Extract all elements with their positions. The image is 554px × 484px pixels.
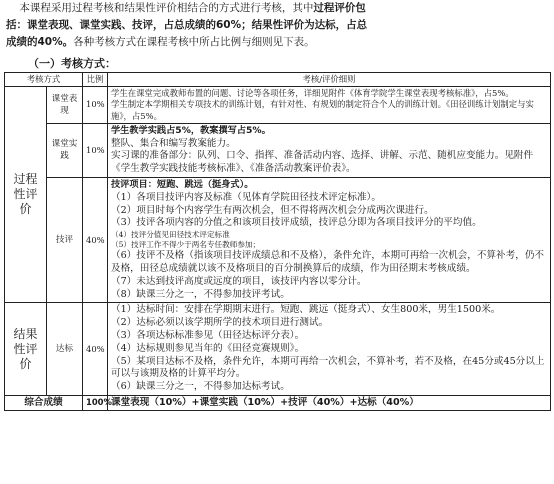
detail-bold-line: 技评项目：短跑、跳远（挺身式）。 bbox=[111, 179, 254, 190]
section-title: （一）考核方式： bbox=[28, 57, 116, 70]
detail-line: （5）某项目达标不及格，条件允许，本期可再给一次机会，不算补考，若不及格，在45分或45分以上可以与该期及格的计算平均分。 bbox=[111, 355, 545, 380]
detail-line: 学生制定本学期相关专项技术的训练计划，有针对性、有规划的制定符合个人的训练计划。《田径训练计划制定与实施》，占5%。 bbox=[111, 99, 534, 121]
intro-line3-bold: 成绩的40%。 bbox=[6, 36, 74, 48]
detail-bold-line: 学生教学实践占5%，教案撰写占5%。 bbox=[111, 124, 271, 136]
detail-line: （1）各项目技评内容及标准（见体育学院田径技术评定标准）。 bbox=[111, 191, 381, 203]
row-ratio-ketang-biaoxian: 10% bbox=[83, 87, 108, 124]
row-name-jiping: 技评 bbox=[47, 178, 83, 303]
detail-line: 实习课的准备部分：队列、口令、指挥、准备活动内容、选择、讲解、示范、随机应变能力。见附件《学生教学实践技能考核标准》、《准备活动教案评价表》。 bbox=[111, 150, 534, 175]
category-process: 过程性评价 bbox=[5, 87, 47, 303]
row-detail-ketang-shijian bbox=[108, 123, 551, 177]
row-ratio-dabiao: 40% bbox=[83, 303, 108, 396]
detail-line: （6）技评不及格（指该项目技评成绩总和不及格），条件允许，本期可再给一次机会，不算补考，仍不及格，田径总成绩就以该不及格项目的百分制换算后的成绩，作为田径期末考核成绩。 bbox=[111, 250, 545, 274]
row-detail-dabiao bbox=[108, 303, 551, 396]
detail-line: （3）技评各项内容的分值之和该项目技评成绩，技评总分即为各项目技评分的平均值。 bbox=[111, 217, 482, 229]
table-row-ketang-biaoxian bbox=[5, 87, 551, 124]
row-detail-jiping bbox=[108, 178, 551, 303]
total-label: 综合成绩 bbox=[5, 395, 83, 410]
header-detail: 考核/评价细则 bbox=[108, 73, 551, 87]
row-name-ketang-biaoxian: 课堂表现 bbox=[47, 87, 83, 124]
intro-line2-bold: 括：课堂表现、课堂实践、技评，占总成绩的60%；结果性评价为达标，占总 bbox=[6, 19, 368, 31]
table-header-row bbox=[5, 73, 551, 87]
detail-line: （1）达标时间：安排在学期期末进行。短跑、跳远（挺身式）、女生800米，男生1500米。 bbox=[111, 304, 501, 316]
detail-line: 学生在课堂完成教师布置的问题、讨论等各项任务，详细见附件《体育学院学生课堂表现考核标准》，占5%。 bbox=[111, 88, 514, 99]
detail-line: （8）缺课三分之一，不得参加技评考试。 bbox=[111, 288, 290, 300]
header-method: 考核方式 bbox=[5, 73, 83, 87]
table-row-jiping bbox=[5, 178, 551, 303]
row-ratio-ketang-shijian: 10% bbox=[83, 123, 108, 177]
row-name-ketang-shijian: 课堂实践 bbox=[47, 123, 83, 177]
intro-line1-normal: 本课程采用过程考核和结果性评价相结合的方式进行考核，其中 bbox=[19, 2, 314, 14]
row-detail-ketang-biaoxian bbox=[108, 87, 551, 124]
detail-line: （3）各项达标标准参见（田径达标评分表）。 bbox=[111, 329, 305, 341]
detail-line: （2）项目时每个内容学生有两次机会，但不得将两次机会分成两次课进行。 bbox=[111, 204, 434, 216]
total-formula: 课堂表现（10%）+课堂实践（10%）+技评（40%）+达标（40%） bbox=[108, 395, 551, 410]
intro-line3-normal: 各种考核方式在课程考核中所占比例与细则见下表。 bbox=[73, 36, 315, 48]
intro-paragraph bbox=[6, 0, 546, 51]
category-result: 结果性评价 bbox=[5, 303, 47, 396]
intro-line1-bold: 过程评价包 bbox=[313, 2, 366, 14]
detail-line: （5）技评工作不得少于两名专任教师参加； bbox=[111, 240, 261, 250]
row-name-dabiao: 达标 bbox=[47, 303, 83, 396]
table-row-dabiao bbox=[5, 303, 551, 396]
detail-line: （4）技评分值见田径技术评定标准 bbox=[111, 230, 230, 240]
table-row-total bbox=[5, 395, 551, 410]
detail-line: 整队、集合和编写教案能力。 bbox=[111, 137, 236, 149]
detail-line: （7）未达到技评高度或远度的项目，该技评内容以零分计。 bbox=[111, 275, 367, 287]
row-ratio-jiping: 40% bbox=[83, 178, 108, 303]
header-ratio: 比例 bbox=[83, 73, 108, 87]
detail-line: （6）缺课三分之一，不得参加达标考试。 bbox=[111, 381, 290, 393]
detail-line: （4）达标规则参见当年的《田径竞赛规则》。 bbox=[111, 342, 305, 354]
table-row-ketang-shijian bbox=[5, 123, 551, 177]
total-ratio: 100% bbox=[83, 395, 108, 410]
assessment-table bbox=[4, 72, 551, 411]
detail-line: （2）达标必须以该学期所学的技术项目进行测试。 bbox=[111, 317, 329, 329]
